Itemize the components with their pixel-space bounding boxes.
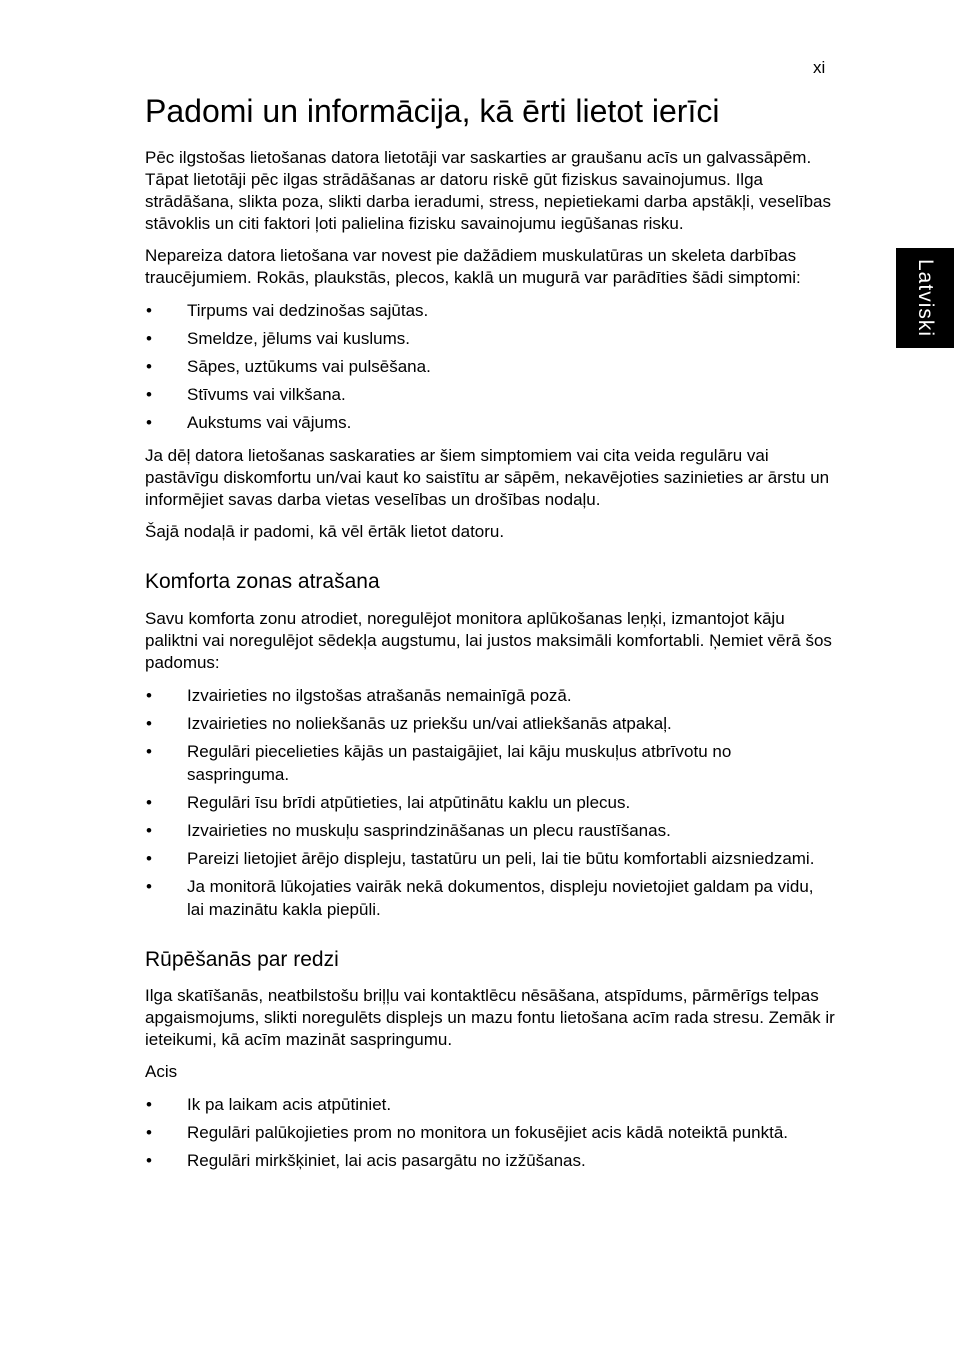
vision-paragraph: Ilga skatīšanās, neatbilstošu briļļu vai kontaktlēcu nēsāšana, atspīdums, pārmērīgs telpas apgaismojums, slikti noregulēts displejs un mazu fontu lietošana acīm rada stresu. Zemāk ir ieteikumi, kā acīm mazināt saspringumu. [145, 985, 835, 1049]
eyes-label: Acis [145, 1061, 178, 1081]
language-tab-label: Latviski [914, 258, 937, 338]
list-item: • Izvairieties no noliekšanās uz priekšu un/vai atliekšanās atpakaļ. [145, 712, 835, 735]
intro-paragraph-3: Ja dēļ datora lietošanas saskaraties ar šiem simptomiem vai cita veida regulāru vai pastāvīgu diskomfortu un/vai kaut ko saistītu ar sāpēm, nekavējoties sazinieties ar ārstu un informējiet savas darba vietas veselības un drošības nodaļu. [145, 446, 830, 510]
section-heading-comfort: Komforta zonas atrašana [145, 570, 380, 594]
intro-paragraph-4: Šajā nodaļā ir padomi, kā vēl ērtāk lietot datoru. [145, 522, 505, 542]
eye-tips-list [145, 1093, 835, 1172]
page-content [145, 92, 835, 1183]
list-item: • Regulāri īsu brīdi atpūtieties, lai atpūtinātu kaklu un plecus. [145, 791, 835, 814]
section-heading-vision: Rūpēšanās par redzi [145, 947, 339, 971]
list-item: • Regulāri mirkšķiniet, lai acis pasargātu no izžūšanas. [145, 1149, 835, 1172]
list-item: • Izvairieties no ilgstošas atrašanās nemainīgā pozā. [145, 684, 835, 707]
list-item: • Stīvums vai vilkšana. [145, 383, 835, 406]
list-item: • Ja monitorā lūkojaties vairāk nekā dokumentos, displeju novietojiet galdam pa vidu, lai mazinātu kakla piepūli. [145, 875, 835, 921]
list-item: • Aukstums vai vājums. [145, 411, 835, 434]
list-item: • Smeldze, jēlums vai kuslums. [145, 327, 835, 350]
list-item: • Ik pa laikam acis atpūtiniet. [145, 1093, 835, 1116]
list-item: • Pareizi lietojiet ārējo displeju, tastatūru un peli, lai tie būtu komfortabli aizsniedzami. [145, 847, 835, 870]
list-item: • Regulāri piecelieties kājās un pastaigājiet, lai kāju muskuļus atbrīvotu no saspringuma. [145, 740, 835, 786]
page-title: Padomi un informācija, kā ērti lietot ierīci [145, 93, 720, 129]
intro-paragraph-1: Pēc ilgstošas lietošanas datora lietotāji var saskarties ar graušanu acīs un galvassāpēm. Tāpat lietotāji pēc ilgas strādāšanas ar datoru riskē gūt fiziskus savainojumus. Ilga strādāšana, slikta poza, slikti darba ieradumi, stress, nepietiekami darba apstākļi, veselības stāvoklis un citi faktori ļoti palielina fizisku savainojumu iegūšanas risku. [145, 148, 832, 234]
page-number: xi [813, 58, 826, 77]
symptoms-list [145, 299, 835, 434]
list-item: • Regulāri palūkojieties prom no monitora un fokusējiet acis kādā noteiktā punktā. [145, 1121, 835, 1144]
intro-paragraph-2: Nepareiza datora lietošana var novest pie dažādiem muskulatūras un skeleta darbības traucējumiem. Rokās, plaukstās, plecos, kaklā un mugurā var parādīties šādi simptomi: [145, 246, 801, 288]
list-item: • Izvairieties no muskuļu sasprindzināšanas un plecu raustīšanas. [145, 819, 835, 842]
list-item: • Sāpes, uztūkums vai pulsēšana. [145, 355, 835, 378]
comfort-tips-list [145, 684, 835, 921]
language-tab [896, 248, 954, 348]
comfort-paragraph: Savu komforta zonu atrodiet, noregulējot monitora aplūkošanas leņķi, izmantojot kāju paliktni vai noregulējot sēdekļa augstumu, lai justos maksimāli komfortabli. Ņemiet vērā šos padomus: [145, 608, 832, 672]
list-item: • Tirpums vai dedzinošas sajūtas. [145, 299, 835, 322]
